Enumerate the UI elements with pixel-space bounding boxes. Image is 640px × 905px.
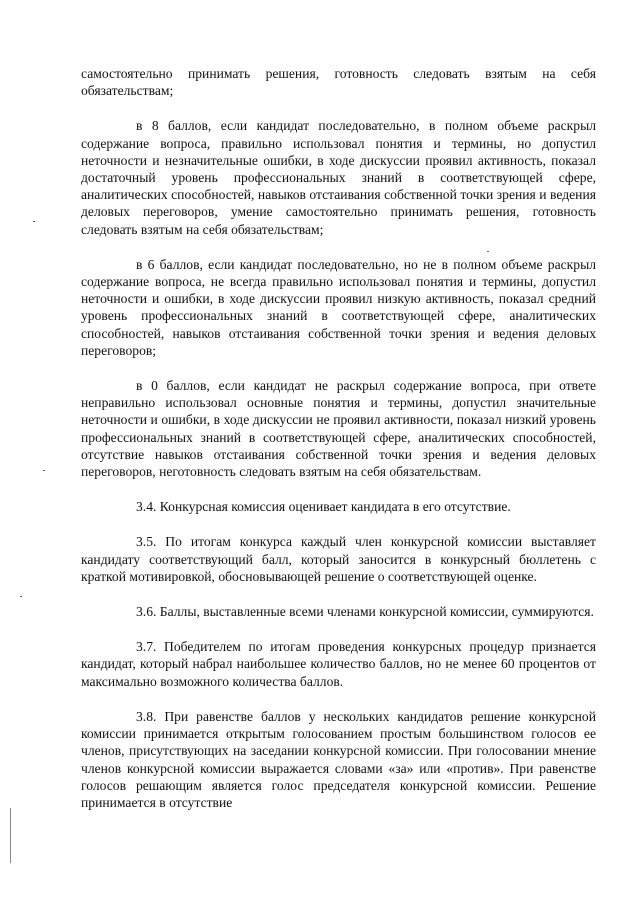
paragraph-8-points: в 8 баллов, если кандидат последовательно, в полном объеме раскрыл содержание вопроса, правильно использовал понятия и термины, но допустил неточности и незначительные ошибки, в ходе дискуссии проявил активность, показал достаточный уровень профессиональных знаний в соответствующей сфере, аналитических способностей, навыков отстаивания собственной точки зрения и ведения деловых переговоров, умение самостоятельно принимать решения, готовность следовать взятым на себя обязательствам; — [81, 118, 596, 237]
scan-mark — [20, 596, 22, 597]
paragraph-3-5: 3.5. По итогам конкурса каждый член конкурсной комиссии выставляет кандидату соответствующий балл, который заносится в конкурсный бюллетень с краткой мотивировкой, обосновывающей решение о соответствующей оценке. — [81, 534, 596, 584]
paragraph-3-4: 3.4. Конкурсная комиссия оценивает кандидата в его отсутствие. — [136, 499, 511, 515]
paragraph-3-6: 3.6. Баллы, выставленные всеми членами конкурсной комиссии, суммируются. — [136, 604, 594, 620]
paragraph-6-points: в 6 баллов, если кандидат последовательно, но не в полном объеме раскрыл содержание вопроса, не всегда правильно использовал понятия и термины, допустил неточности и ошибки, в ходе дискуссии проявил низкую активность, показал средний уровень профессиональных знаний в соответствующей сфере, аналитических способностей, навыков отстаивания собственной точки зрения и ведения деловых переговоров; — [81, 256, 596, 358]
paragraph-3-8: 3.8. При равенстве баллов у нескольких кандидатов решение конкурсной комиссии принимается открытым голосованием простым большинством голосов ее членов, присутствующих на заседании конкурсной комиссии. При голосовании мнение членов конкурсной комиссии выражается словами «за» или «против». При равенстве голосов решающим является голос председателя конкурсной комиссии. Решение принимается в отсутствие — [81, 708, 596, 810]
scan-mark — [33, 221, 35, 222]
paragraph-3-7: 3.7. Победителем по итогам проведения конкурсных процедур признается кандидат, который набрал наибольшее количество баллов, но не менее 60 процентов от максимально возможного количества баллов. — [81, 639, 596, 689]
scan-mark — [43, 470, 45, 471]
document-body — [81, 65, 596, 829]
paragraph-0-points: в 0 баллов, если кандидат не раскрыл содержание вопроса, при ответе неправильно использовал основные понятия и термины, допустил значительные неточности и ошибки, в ходе дискуссии не проявил активности, показал низкий уровень профессиональных знаний в соответствующей сфере, аналитических способностей, отсутствие навыков отстаивания собственной точки зрения и ведения деловых переговоров, неготовность следовать взятым на себя обязательствам. — [81, 378, 596, 480]
scan-mark — [10, 808, 11, 863]
paragraph-continuation: самостоятельно принимать решения, готовность следовать взятым на себя обязательствам; — [81, 66, 596, 99]
